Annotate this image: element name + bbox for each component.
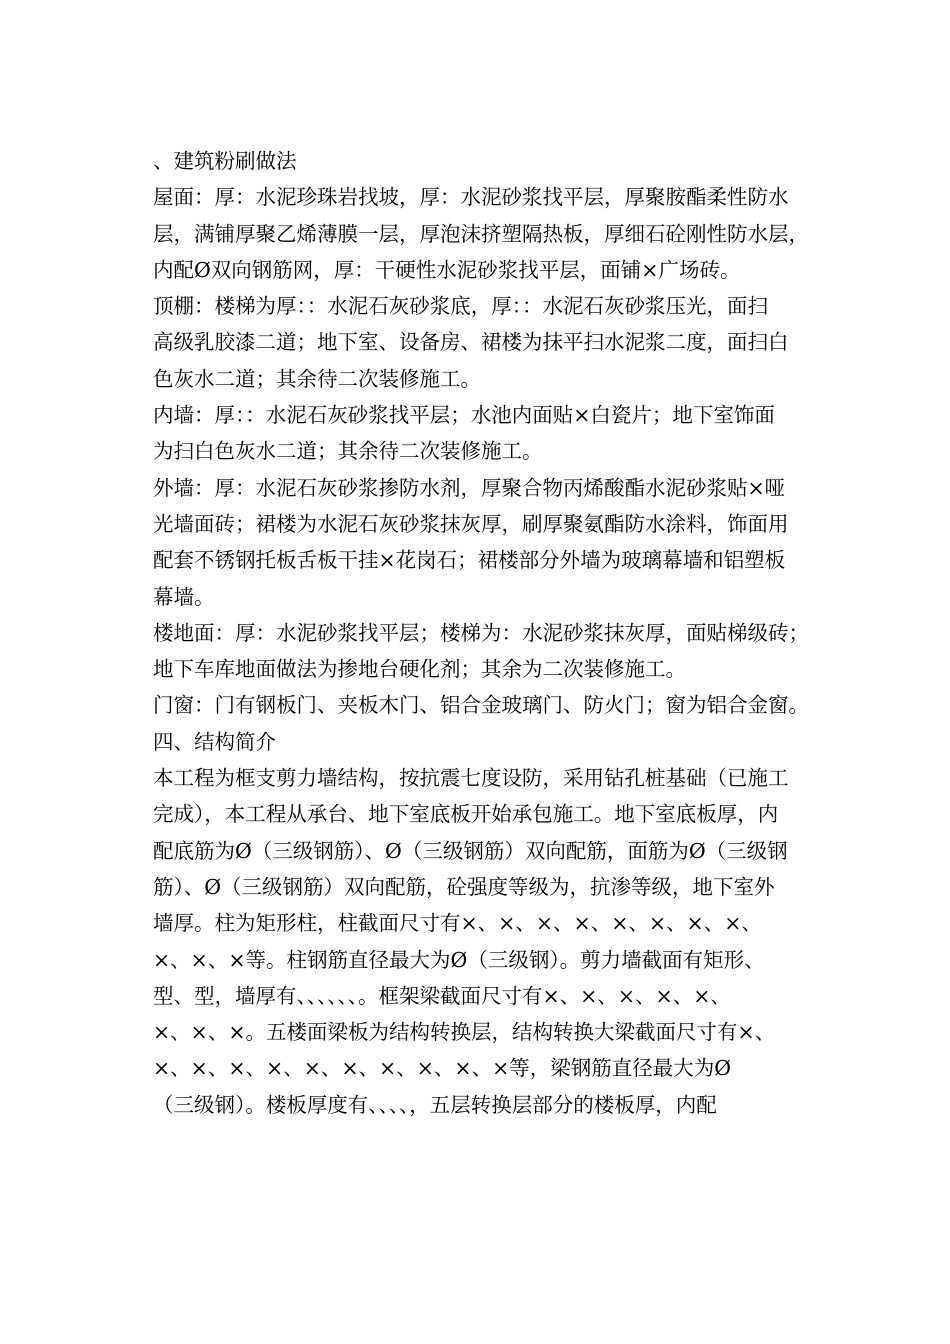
text-line: 配套不锈钢托板舌板干挂×花岗石；裙楼部分外墙为玻璃幕墙和铝塑板	[153, 548, 786, 573]
text-line: 为扫白色灰水二道；其余待二次装修施工。	[153, 439, 543, 464]
text-line: 内墙：厚：：水泥石灰砂浆找平层；水池内面贴×白瓷片；地下室饰面	[153, 403, 775, 428]
text-line: 本工程为框支剪力墙结构，按抗震七度设防，采用钻孔桩基础（已施工	[153, 766, 789, 791]
text-line: 配底筋为Ø（三级钢筋）、Ø（三级钢筋）双向配筋，面筋为Ø（三级钢	[153, 838, 788, 863]
text-line: （三级钢）。楼板厚度有、、、、，五层转换层部分的楼板厚，内配	[153, 1092, 717, 1117]
text-line: 色灰水二道；其余待二次装修施工。	[153, 366, 481, 391]
text-line: 幕墙。	[153, 584, 215, 609]
document-page	[153, 143, 865, 1123]
text-line: 屋面：厚：水泥珍珠岩找坡，厚：水泥砂浆找平层，厚聚胺酯柔性防水	[153, 185, 789, 210]
text-line: 内配Ø双向钢筋网，厚：干硬性水泥砂浆找平层，面铺×广场砖。	[153, 257, 741, 282]
text-line: 型、型，墙厚有、、、、、、。框架梁截面尺寸有×、×、×、×、×、	[153, 983, 731, 1008]
text-line: 顶棚：楼梯为厚：：水泥石灰砂浆底，厚：：水泥石灰砂浆压光，面扫	[153, 294, 768, 319]
text-line: 楼地面：厚：水泥砂浆找平层；楼梯为：水泥砂浆抹灰厚，面贴梯级砖；	[153, 620, 809, 645]
text-line: ×、×、×。五楼面梁板为结构转换层，结构转换大梁截面尺寸有×、	[153, 1020, 776, 1045]
text-line: 外墙：厚：水泥石灰砂浆掺防水剂，厚聚合物丙烯酸酯水泥砂浆贴×哑	[153, 475, 786, 500]
text-line: 光墙面砖；裙楼为水泥石灰砂浆抹灰厚，刷厚聚氨酯防水涂料，饰面用	[153, 511, 789, 536]
text-line: ×、×、×、×、×、×、×、×、×、×等，梁钢筋直径最大为Ø	[153, 1056, 732, 1081]
text-line: 完成），本工程从承台、地下室底板开始承包施工。地下室底板厚，内	[153, 802, 779, 827]
text-line: 层，满铺厚聚乙烯薄膜一层，厚泡沫挤塑隔热板，厚细石砼刚性防水层，	[153, 221, 809, 246]
text-line: 墙厚。柱为矩形柱，柱截面尺寸有×、×、×、×、×、×、×、×、	[153, 911, 762, 936]
text-line: ×、×、×等。柱钢筋直径最大为Ø（三级钢）。剪力墙截面有矩形、	[153, 947, 765, 972]
text-line: 门窗：门有钢板门、夹板木门、铝合金玻璃门、防火门；窗为铝合金窗。	[153, 693, 809, 718]
text-line: 地下车库地面做法为掺地台硬化剂；其余为二次装修施工。	[153, 657, 686, 682]
section-heading-structure: 四、结构简介	[153, 729, 276, 754]
section-heading-plastering: 、建筑粉刷做法	[153, 149, 297, 173]
text-line: 筋）、Ø（三级钢筋）双向配筋，砼强度等级为，抗渗等级，地下室外	[153, 874, 775, 899]
text-line: 高级乳胶漆二道；地下室、设备房、裙楼为抹平扫水泥浆二度，面扫白	[153, 330, 789, 355]
